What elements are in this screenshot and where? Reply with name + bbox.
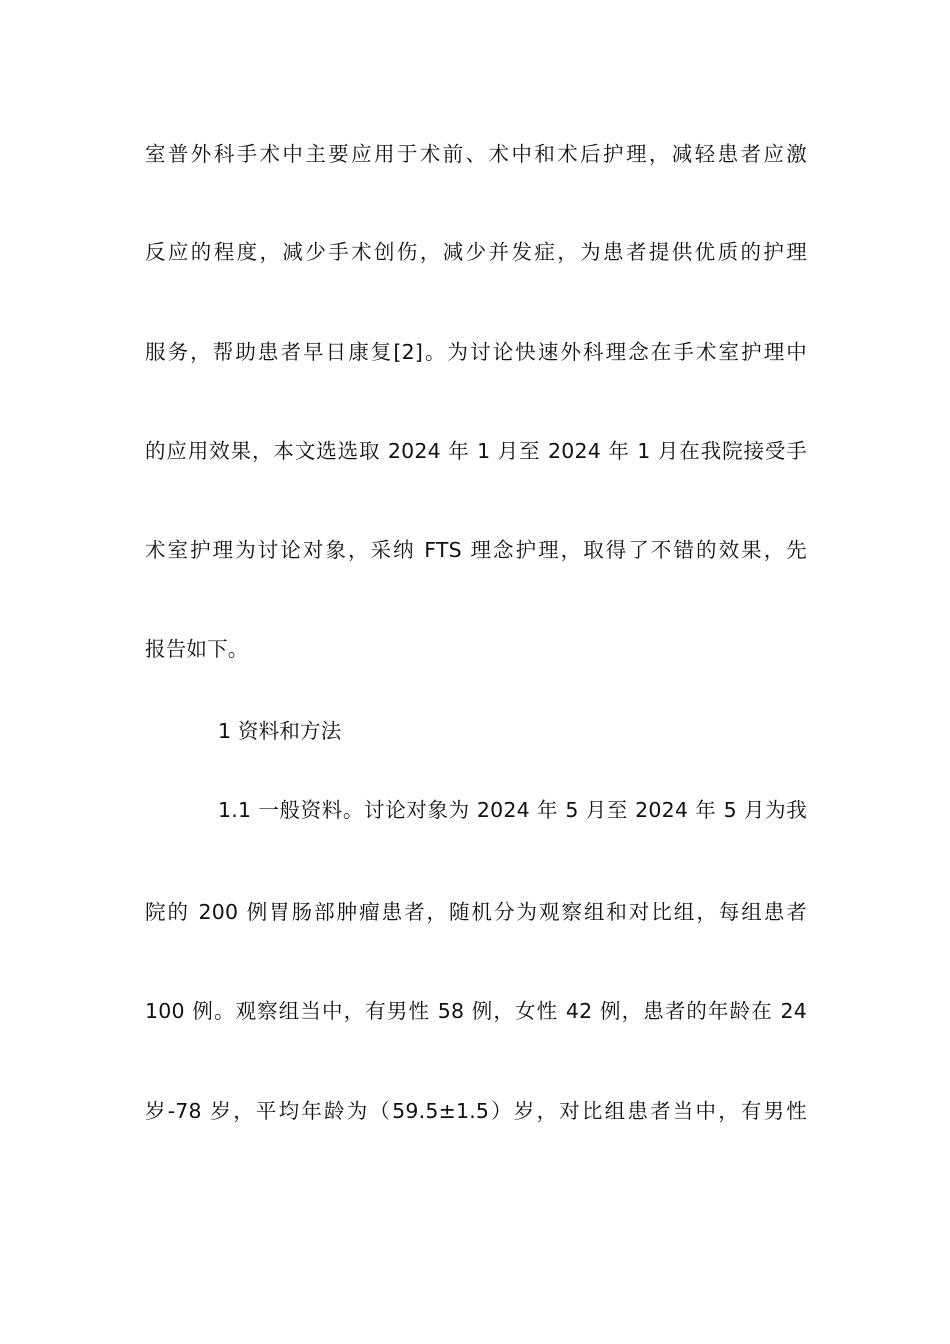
paragraph-line-2: 反应的程度，减少手术创伤，减少并发症，为患者提供优质的护理 xyxy=(145,240,807,264)
paragraph-line-6: 报告如下。 xyxy=(145,637,249,661)
subsection-line-1: 1.1 一般资料。讨论对象为 2024 年 5 月至 2024 年 5 月为我 xyxy=(218,798,807,822)
paragraph-line-4: 的应用效果，本文选选取 2024 年 1 月至 2024 年 1 月在我院接受手 xyxy=(145,439,807,463)
subsection-line-2: 院的 200 例胃肠部肿瘤患者，随机分为观察组和对比组，每组患者 xyxy=(145,900,807,924)
subsection-line-3: 100 例。观察组当中，有男性 58 例，女性 42 例，患者的年龄在 24 xyxy=(145,999,807,1023)
subsection-line-4: 岁-78 岁，平均年龄为（59.5±1.5）岁，对比组患者当中，有男性 xyxy=(145,1099,807,1123)
section-heading: 1 资料和方法 xyxy=(218,719,342,743)
paragraph-line-5: 术室护理为讨论对象，采纳 FTS 理念护理，取得了不错的效果，先 xyxy=(145,538,807,562)
paragraph-line-3: 服务，帮助患者早日康复[2]。为讨论快速外科理念在手术室护理中 xyxy=(145,340,807,364)
paragraph-line-1: 室普外科手术中主要应用于术前、术中和术后护理，减轻患者应激 xyxy=(145,142,807,166)
